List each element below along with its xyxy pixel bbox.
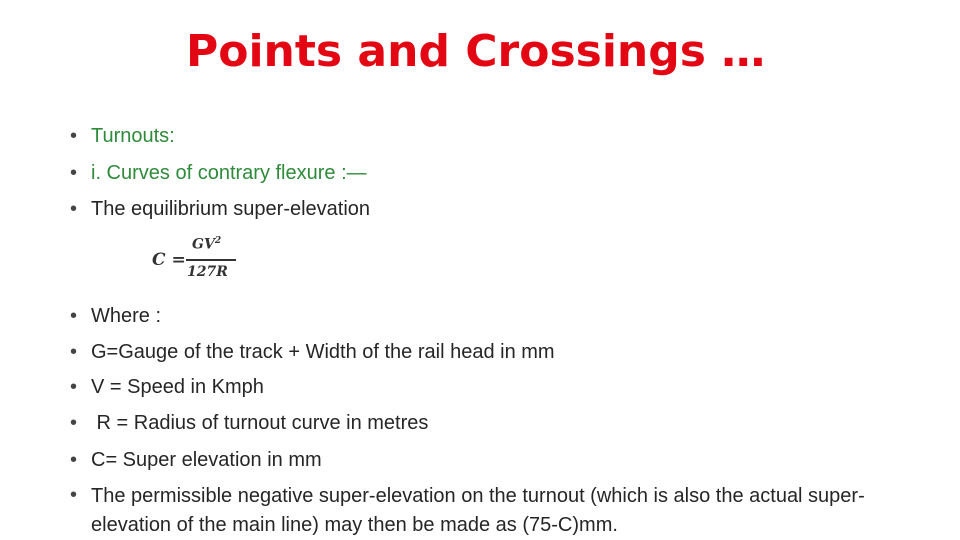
bullet-text: C= Super elevation in mm: [91, 449, 322, 471]
bullet-icon: •: [70, 125, 78, 147]
slide-title: Points and Crossings …: [186, 26, 766, 77]
bullet-text: The permissible negative super-elevation on the turnout (which is also the actual super- elevation of the main line) may then be made as (75-C)mm.: [91, 485, 865, 536]
equation-lhs: C =: [152, 250, 186, 270]
equation-numerator-base: GV: [192, 236, 215, 253]
bullet-icon: •: [70, 341, 78, 363]
bullet-text: V = Speed in Kmph: [91, 376, 264, 398]
bullet-icon: •: [70, 449, 78, 471]
fraction-bar: [186, 259, 236, 261]
bullet-text: i. Curves of contrary flexure :—: [91, 162, 367, 184]
bullet-text: G=Gauge of the track + Width of the rail head in mm: [91, 341, 555, 363]
bullet-icon: •: [70, 162, 78, 184]
equation-denominator: 127R: [187, 264, 228, 280]
bullet-icon: •: [70, 484, 78, 506]
bullet-text: The equilibrium super-elevation: [91, 198, 371, 220]
bullet-text: R = Radius of turnout curve in metres: [91, 412, 429, 434]
bullet-icon: •: [70, 376, 78, 398]
bullet-icon: •: [70, 305, 78, 327]
bullet-text: Where :: [91, 305, 162, 327]
bullet-text: Turnouts:: [91, 125, 175, 147]
equation-image: [150, 232, 240, 288]
equation-exponent: 2: [214, 236, 222, 246]
bullet-icon: •: [70, 412, 78, 434]
equation-numerator: [192, 236, 221, 253]
bullet-icon: •: [70, 198, 78, 220]
